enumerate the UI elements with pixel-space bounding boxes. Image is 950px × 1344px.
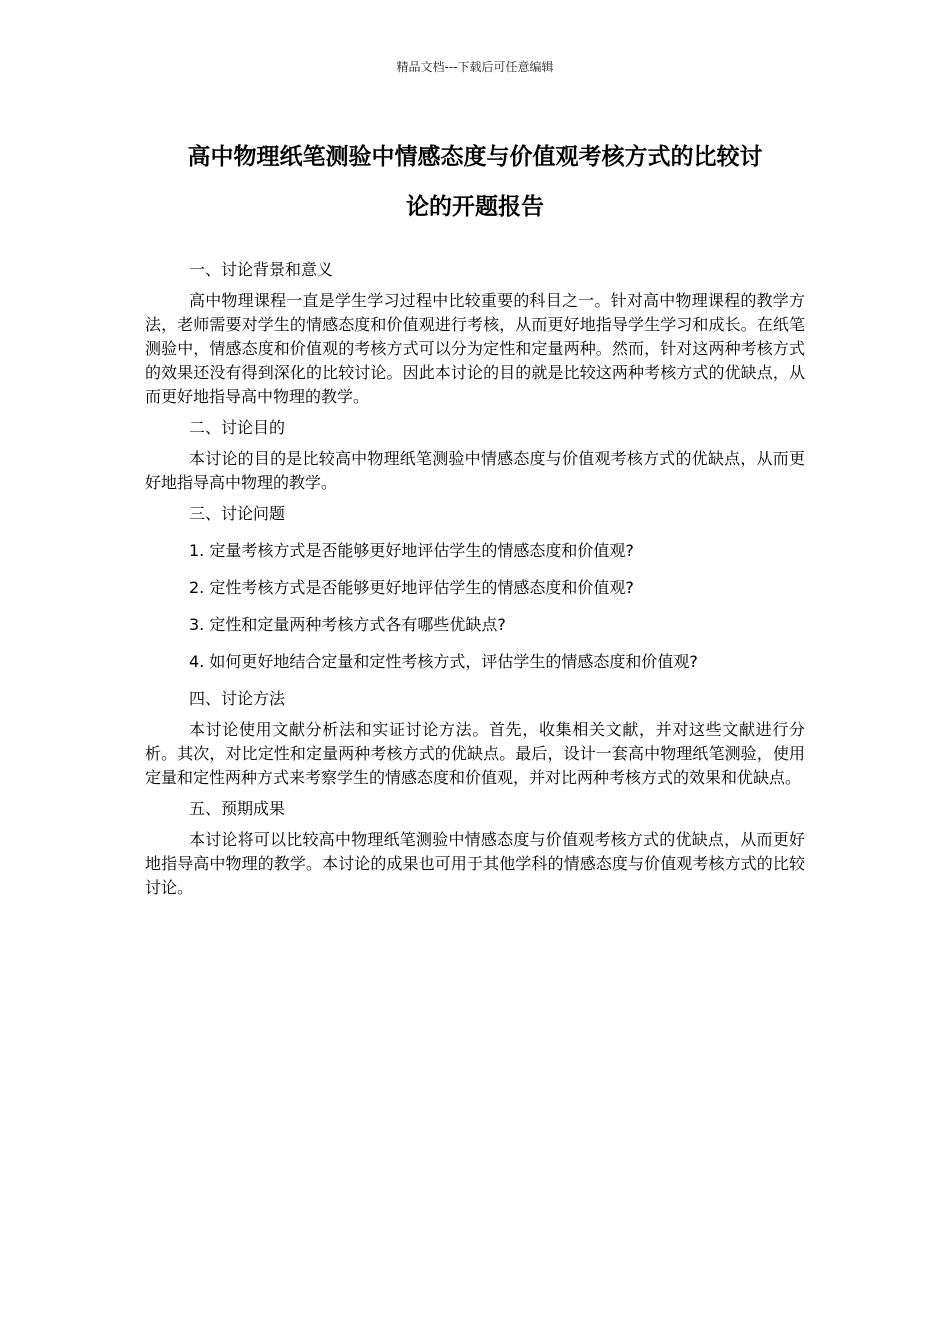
section-paragraph-background: 高中物理课程一直是学生学习过程中比较重要的科目之一。针对高中物理课程的教学方法，老师需要对学生的情感态度和价值观进行考核，从而更好地指导学生学习和成长。在纸笔测验中，情感态度和价值观的考核方式可以分为定性和定量两种。然而，针对这两种考核方式的效果还没有得到深化的比较讨论。因此本讨论的目的就是比较这两种考核方式的优缺点，从而更好地指导高中物理的教学。 [145, 291, 805, 406]
question-item-3: 3. 定性和定量两种考核方式各有哪些优缺点? [189, 615, 506, 634]
section-heading-methods: 四、讨论方法 [189, 689, 286, 708]
section-paragraph-purpose: 本讨论的目的是比较高中物理纸笔测验中情感态度与价值观考核方式的优缺点，从而更好地指导高中物理的教学。 [145, 449, 805, 492]
section-paragraph-outcomes: 本讨论将可以比较高中物理纸笔测验中情感态度与价值观考核方式的优缺点，从而更好地指导高中物理的教学。本讨论的成果也可用于其他学科的情感态度与价值观考核方式的比较讨论。 [145, 830, 805, 897]
document-body [145, 258, 805, 907]
section-heading-purpose: 二、讨论目的 [189, 418, 286, 437]
question-item-1: 1. 定量考核方式是否能够更好地评估学生的情感态度和价值观? [189, 541, 634, 560]
question-item-4: 4. 如何更好地结合定量和定性考核方式，评估学生的情感态度和价值观? [189, 652, 698, 671]
title-line-2: 论的开题报告 [406, 194, 544, 220]
section-paragraph-methods: 本讨论使用文献分析法和实证讨论方法。首先，收集相关文献，并对这些文献进行分析。其次，对比定性和定量两种考核方式的优缺点。最后，设计一套高中物理纸笔测验，使用定量和定性两种方式来考察学生的情感态度和价值观，并对比两种考核方式的效果和优缺点。 [145, 720, 805, 787]
section-heading-background: 一、讨论背景和意义 [189, 260, 334, 279]
title-line-1: 高中物理纸笔测验中情感态度与价值观考核方式的比较讨 [187, 144, 763, 170]
section-heading-outcomes: 五、预期成果 [189, 799, 286, 818]
question-item-2: 2. 定性考核方式是否能够更好地评估学生的情感态度和价值观? [189, 578, 634, 597]
header-note: 精品文档---下载后可任意编辑 [396, 60, 554, 74]
section-heading-questions: 三、讨论问题 [189, 504, 286, 523]
document-title [145, 132, 805, 232]
